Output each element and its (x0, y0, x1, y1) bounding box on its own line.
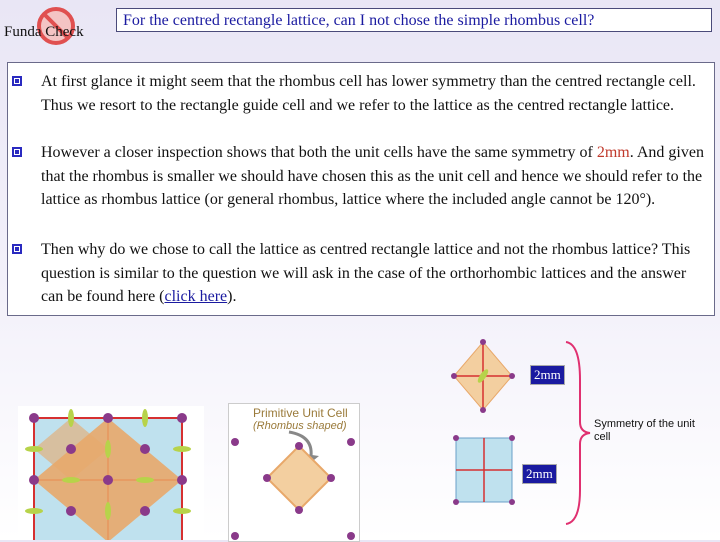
funda-check-logo (4, 4, 108, 52)
rectangle-symmetry-label: 2mm (522, 464, 557, 484)
symmetry-highlight: 2mm (596, 144, 630, 161)
bullet-icon (12, 76, 22, 86)
bullet-text: At first glance it might seem that the rhombus cell has lower symmetry than the centred rectangle cell. Thus we resort to the rectangle guide cell and we refer to the lattice as the centred rectangle lattice. (41, 73, 696, 114)
rhombus-symmetry-label: 2mm (530, 365, 565, 385)
bullet-icon (12, 244, 22, 254)
bullet-1 (8, 70, 714, 117)
bullet-text: Then why do we chose to call the lattice as centred rectangle lattice and not the rhombus lattice? This question is similar to the question we will ask in the case of the orthorhombic lattices and the answer can be found here (click here). (41, 241, 691, 306)
rhombus-cell-symmetry-diagram (448, 336, 518, 416)
rectangle-cell-symmetry-diagram (450, 432, 520, 508)
logo-text: Funda Check (4, 24, 84, 40)
bullet-icon (12, 147, 22, 157)
primitive-cell-figure (228, 403, 360, 542)
centred-rectangle-lattice-figure (18, 406, 204, 540)
page-title: For the centred rectangle lattice, can I not chose the simple rhombus cell? (116, 8, 712, 32)
primitive-cell-diagram (229, 404, 359, 541)
content-box (7, 62, 715, 316)
symmetry-caption: Symmetry of the unit cell (594, 418, 695, 443)
bullet-3 (8, 238, 714, 309)
bullet-text: However a closer inspection shows that both the unit cells have the same symmetry of 2mm. And given that the rhombus is smaller we should have chosen this as the unit cell and hence we should refer to the lattice as rhombus lattice (or general rhombus, lattice where the included angle cannot be 120°). (41, 144, 704, 209)
click-here-link[interactable]: click here (164, 288, 228, 306)
rhombus-shaped-label: (Rhombus shaped) (253, 420, 347, 432)
primitive-cell-label: Primitive Unit Cell (253, 406, 348, 420)
bracket-icon (562, 340, 592, 526)
bullet-2 (8, 141, 714, 212)
